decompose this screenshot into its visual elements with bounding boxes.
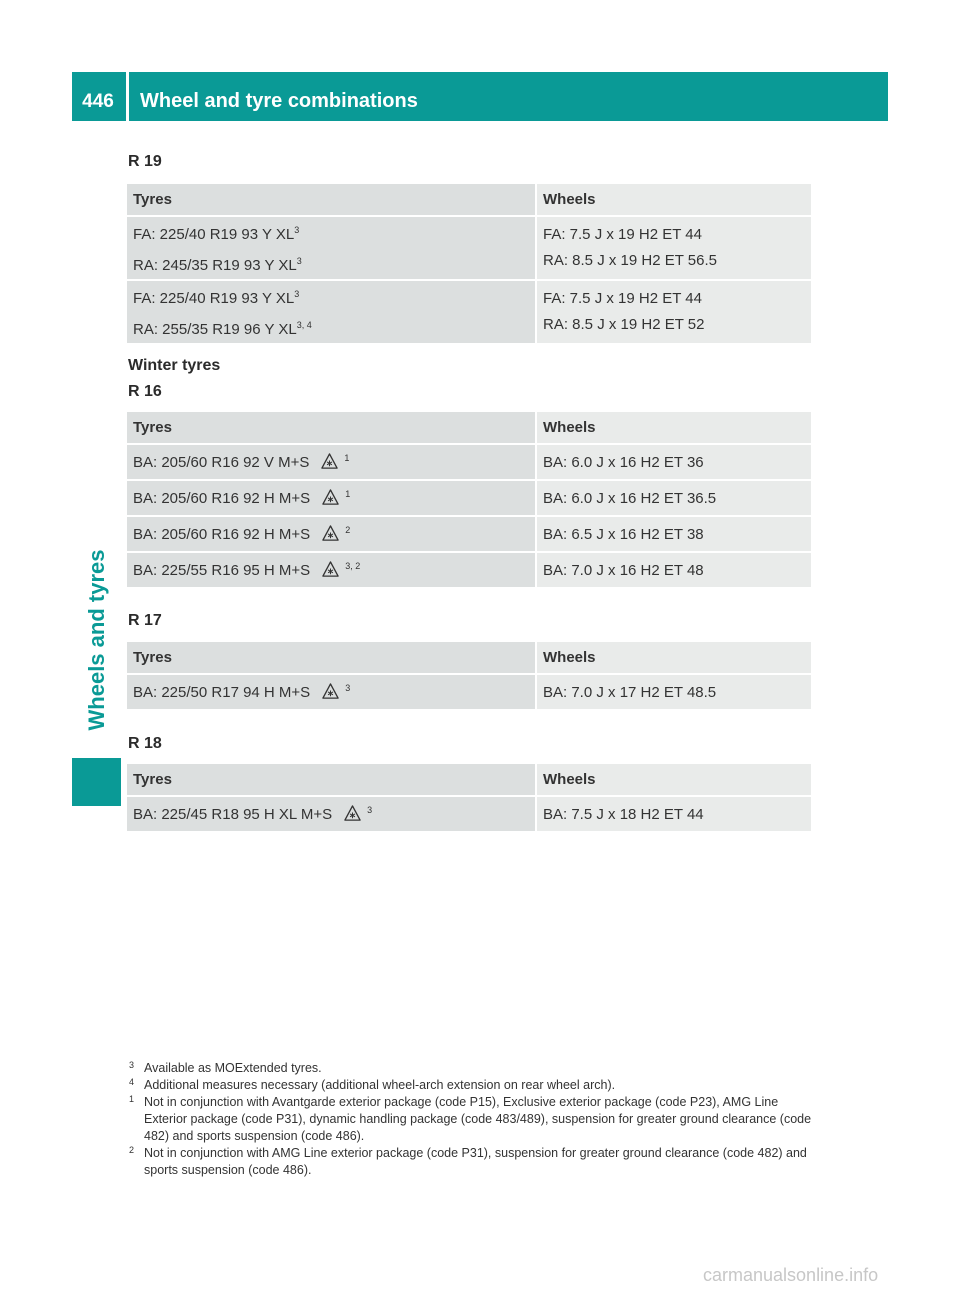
col-wheels-header: Wheels <box>537 764 811 797</box>
r18-heading: R 18 <box>128 735 162 752</box>
table-row <box>127 217 811 281</box>
footnote-text: Not in conjunction with AMG Line exterior package (code P31), suspension for greater ground clearance (code 482) and sports suspension (code 486). <box>144 1146 807 1177</box>
footnote-ref: 3 <box>294 289 300 299</box>
wheel-size: BA: 7.0 J x 16 H2 ET 48 <box>537 553 811 587</box>
footnote-ref: 3, 4 <box>296 320 312 330</box>
col-tyres-header: Tyres <box>127 764 537 797</box>
page-title: Wheel and tyre combinations <box>140 90 418 112</box>
col-tyres-header: Tyres <box>127 642 537 675</box>
footnote <box>129 1077 813 1094</box>
tyre-rear: RA: 255/35 R19 96 Y XL <box>133 321 297 338</box>
footnote <box>129 1060 813 1077</box>
snowflake-mountain-icon <box>321 453 338 470</box>
wheel-rear: RA: 8.5 J x 19 H2 ET 52 <box>543 316 705 333</box>
col-wheels-header: Wheels <box>537 412 811 445</box>
tyre-rear: RA: 245/35 R19 93 Y XL <box>133 257 297 274</box>
page-header <box>72 72 888 121</box>
col-wheels-header: Wheels <box>537 184 811 217</box>
watermark: carmanualsonline.info <box>703 1265 879 1285</box>
header-divider <box>126 72 129 121</box>
col-wheels-header: Wheels <box>537 642 811 675</box>
table-row <box>127 481 811 517</box>
footnote-text: Additional measures necessary (additional wheel-arch extension on rear wheel arch). <box>144 1078 616 1092</box>
col-tyres-header: Tyres <box>127 412 537 445</box>
snowflake-mountain-icon <box>344 805 361 822</box>
winter-tyres-heading: Winter tyres <box>128 357 221 374</box>
footnote-text: Available as MOExtended tyres. <box>144 1061 322 1075</box>
tyre-size: BA: 225/45 R18 95 H XL M+S <box>133 806 333 823</box>
r17-heading: R 17 <box>128 612 162 629</box>
tyre-size: BA: 205/60 R16 92 H M+S <box>133 490 311 507</box>
r16-heading: R 16 <box>128 383 162 400</box>
wheel-size: BA: 7.0 J x 17 H2 ET 48.5 <box>537 675 811 709</box>
r17-table <box>127 642 811 709</box>
footnote-mark: 2 <box>129 1145 135 1155</box>
footnote-ref: 2 <box>345 525 351 535</box>
footnote-ref: 1 <box>345 489 351 499</box>
table-row <box>127 281 811 343</box>
table-row <box>127 797 811 831</box>
footnote-ref: 3 <box>296 256 302 266</box>
wheel-size: BA: 6.0 J x 16 H2 ET 36.5 <box>537 481 811 517</box>
r16-table <box>127 412 811 587</box>
snowflake-mountain-icon <box>322 561 339 578</box>
wheel-size: BA: 6.0 J x 16 H2 ET 36 <box>537 445 811 481</box>
snowflake-mountain-icon <box>322 683 339 700</box>
tyre-size: BA: 225/55 R16 95 H M+S <box>133 562 311 579</box>
snowflake-mountain-icon <box>322 525 339 542</box>
wheel-size: BA: 7.5 J x 18 H2 ET 44 <box>537 797 811 831</box>
tyre-size: BA: 205/60 R16 92 V M+S <box>133 454 310 471</box>
footnote-mark: 1 <box>129 1094 135 1104</box>
r18-table <box>127 764 811 831</box>
tyre-size: BA: 205/60 R16 92 H M+S <box>133 526 311 543</box>
side-tab <box>72 758 121 806</box>
r19-table <box>127 184 811 343</box>
wheel-rear: RA: 8.5 J x 19 H2 ET 56.5 <box>543 252 717 269</box>
wheel-front: FA: 7.5 J x 19 H2 ET 44 <box>543 290 702 307</box>
table-row <box>127 517 811 553</box>
wheel-front: FA: 7.5 J x 19 H2 ET 44 <box>543 226 702 243</box>
footnote-ref: 3 <box>345 683 351 693</box>
footnote-text: Not in conjunction with Avantgarde exterior package (code P15), Exclusive exterior package (code P23), AMG Line Exterior package (code P31), dynamic handling package (code 483/489), suspension for greater ground clearance (code 482) and sports suspension (code 486). <box>144 1095 812 1143</box>
col-tyres-header: Tyres <box>127 184 537 217</box>
footnote <box>129 1145 813 1179</box>
footnote-ref: 3 <box>367 805 373 815</box>
r19-heading: R 19 <box>128 153 162 170</box>
footnote-ref: 3, 2 <box>345 561 361 571</box>
footnote-mark: 4 <box>129 1077 135 1087</box>
tyre-front: FA: 225/40 R19 93 Y XL <box>133 226 295 243</box>
wheel-size: BA: 6.5 J x 16 H2 ET 38 <box>537 517 811 553</box>
footnote-ref: 3 <box>294 225 300 235</box>
snowflake-mountain-icon <box>322 489 339 506</box>
tyre-size: BA: 225/50 R17 94 H M+S <box>133 684 311 701</box>
footnote <box>129 1094 813 1145</box>
tyre-front: FA: 225/40 R19 93 Y XL <box>133 290 295 307</box>
table-row <box>127 553 811 587</box>
footnotes <box>129 1060 813 1179</box>
page-number: 446 <box>82 91 114 112</box>
table-row <box>127 675 811 709</box>
footnote-mark: 3 <box>129 1060 135 1070</box>
table-row <box>127 445 811 481</box>
side-section-label: Wheels and tyres <box>84 549 109 731</box>
footnote-ref: 1 <box>344 453 350 463</box>
